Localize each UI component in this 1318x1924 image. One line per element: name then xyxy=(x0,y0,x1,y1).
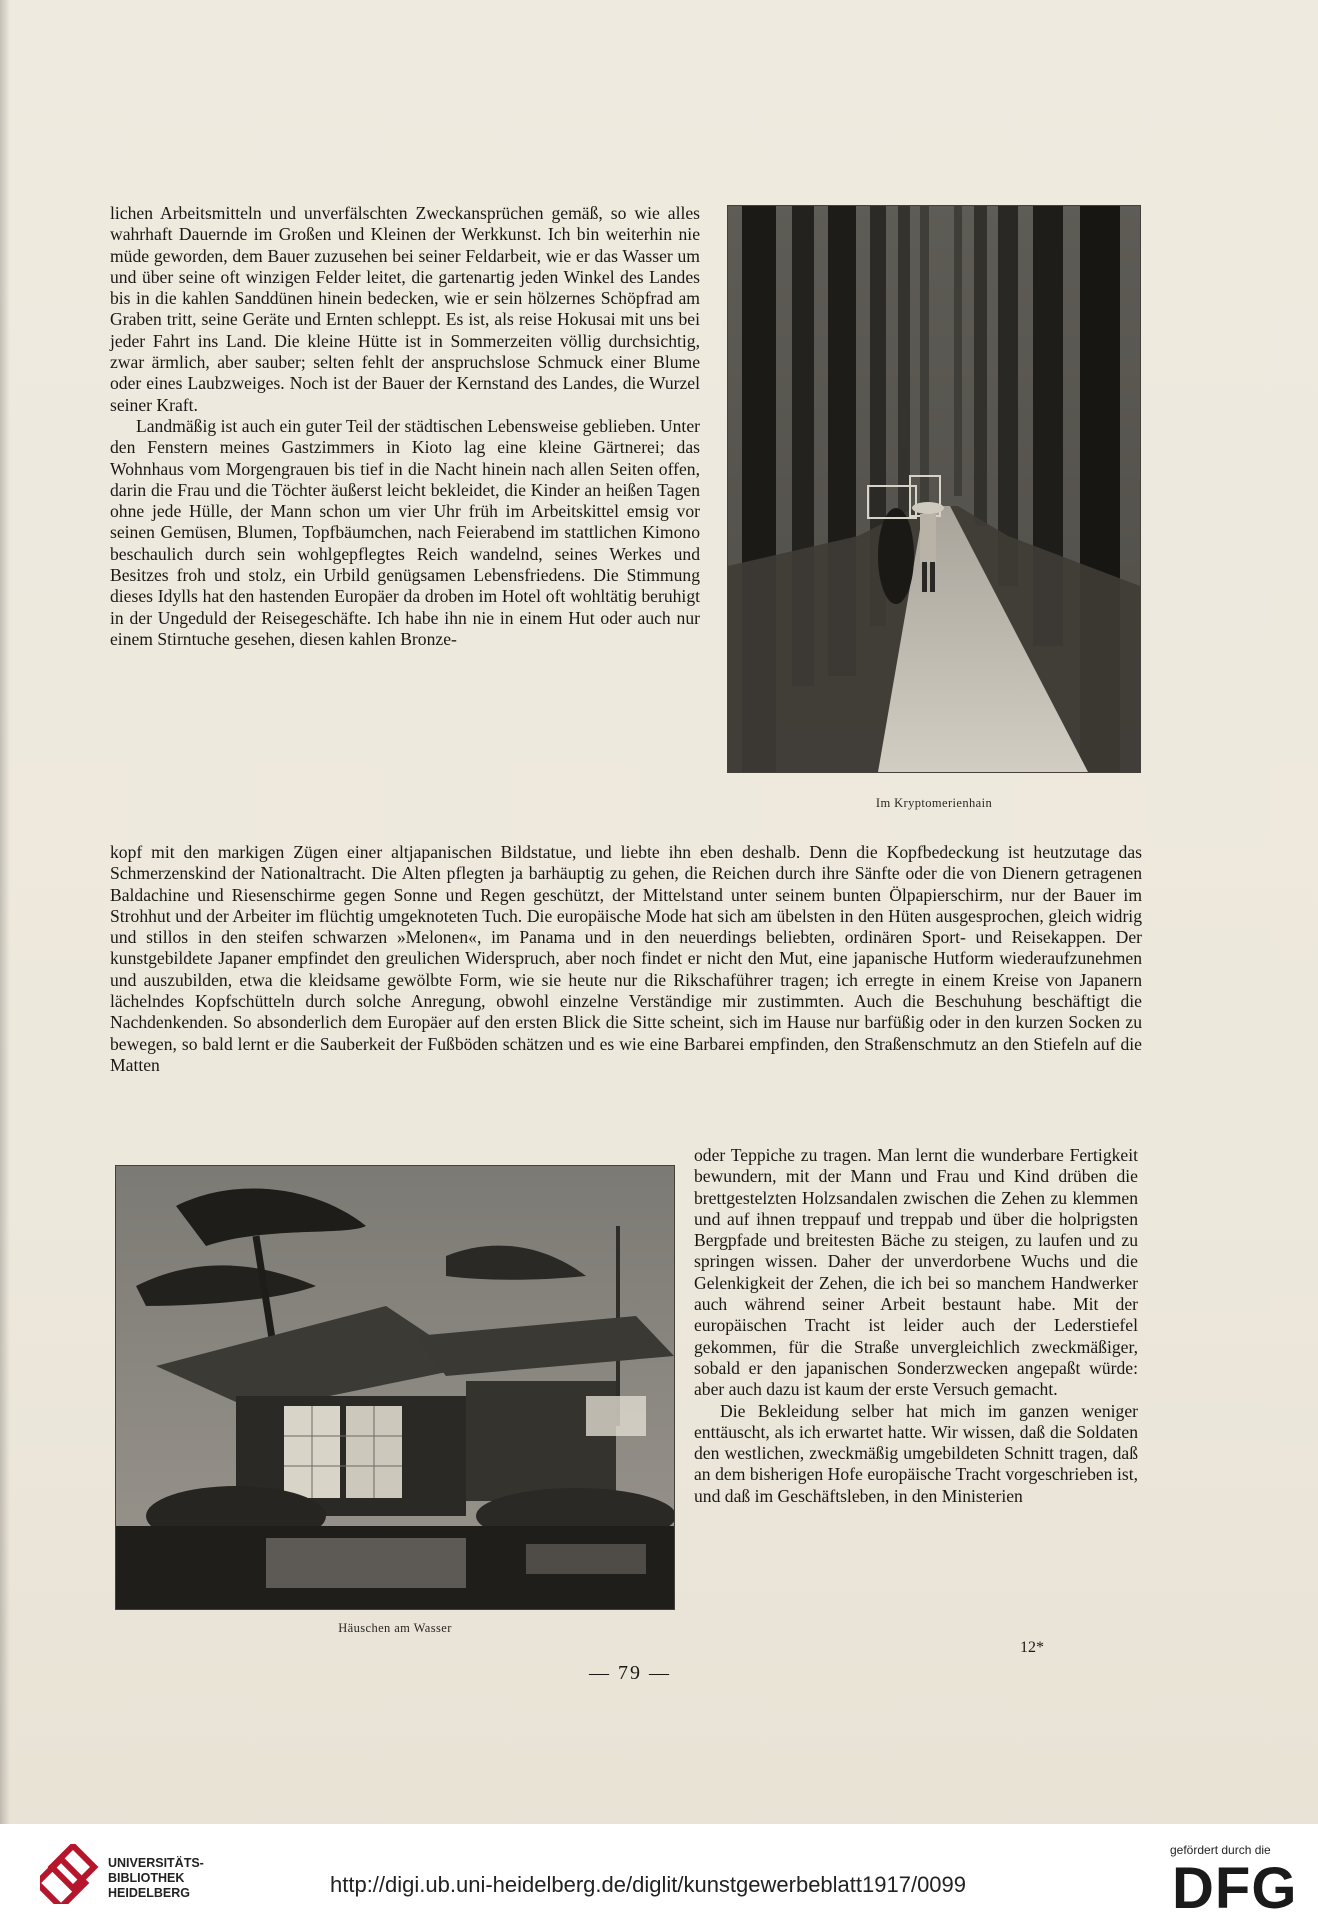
paragraph: Landmäßig ist auch ein guter Teil der städtischen Lebensweise geblieben. Unter den Fenstern meines Gastzimmers in Kioto lag eine kleine Gärtnerei; das Wohnhaus vom Morgengrauen bis tief in die Nacht hinein nach allen Seiten offen, darin die Frau und die Töchter äußerst leicht bekleidet, die Kinder an heißen Tagen ohne jede Hülle, der Mann schon um vier Uhr früh im Arbeitskittel emsig vor seinen Gemüsen, Blumen, Topfbäumchen, nach Feierabend im stattlichen Kimono beschaulich durch sein wohlgepflegtes Reich wandelnd, seines Werkes und Besitzes froh und stolz, ein Urbild genügsamen Lebensfriedens. Die Stimmung dieses Idylls hat den hastenden Europäer da droben im Hotel oft wohltätig beruhigt in der Ungeduld der Reisegeschäfte. Ich habe ihn nie in einem Hut oder auch nur einem Stirntuche gesehen, diesen kahlen Bronze- xyxy=(110,415,700,649)
house-by-water-photo xyxy=(116,1166,674,1609)
forest-photo-caption: Im Kryptomerienhain xyxy=(875,796,993,810)
article-column-bottom xyxy=(694,1145,1138,1507)
library-name-line: HEIDELBERG xyxy=(108,1886,190,1900)
signature-mark: 12* xyxy=(1020,1639,1044,1656)
university-library-logo-icon xyxy=(40,1844,100,1904)
library-name-line: BIBLIOTHEK xyxy=(108,1871,185,1885)
article-column-top xyxy=(110,203,700,650)
house-photo-caption: Häuschen am Wasser xyxy=(338,1621,452,1635)
article-column-wide xyxy=(110,842,1142,1076)
paragraph: kopf mit den markigen Zügen einer altjapanischen Bildstatue, und liebte ihn eben deshalb. Denn die Kopfbedeckung ist heutzutage das Schmerzenskind der Nationaltracht. Die Alten pflegten ja barhäuptig zu gehen, die Reichen durch ihre Sänfte oder die von Dienern getragenen Baldachine und Riesenschirme gegen Sonne und Regen geschützt, der Mittelstand unter seinem bunten Ölpapierschirm, nur der Bauer im Strohhut und der Arbeiter im flüchtig umgeknoteten Tuch. Die europäische Mode hat sich am übelsten in den Hüten ausgesprochen, gleich widrig und stillos in den steifen schwarzen »Melonen«, im Panama und in den neuerdings beliebten, ordinären Sport- und Reisekappen. Der kunstgebildete Japaner empfindet den greulichen Widerspruch, aber noch findet er nicht den Mut, eine japanische Hutform wiederaufzunehmen und auszubilden, etwa die kleidsame gewölbte Form, wie sie heute nur die Rikschaführer tragen; ich erregte in einem Kreise von Japanern lächelndes Kopfschütteln durch solche Anregung, obwohl einzelne Verständige mir zustimmten. Auch die Beschuhung beschäftigt die Nachdenkenden. So absonderlich dem Europäer auf den ersten Blick die Sitte scheint, sich im Hause nur barfüßig oder in den kurzen Socken zu bewegen, so bald lernt er die Sauberkeit der Fußböden schätzen und es wie eine Barbarei empfinden, den Straßenschmutz an den Stiefeln auf die Matten xyxy=(110,842,1142,1075)
footer-bar xyxy=(0,1824,1318,1924)
library-name-line: UNIVERSITÄTS- xyxy=(108,1856,204,1870)
sponsor-text: gefördert durch die xyxy=(1170,1843,1271,1857)
forest-road-photo xyxy=(728,206,1140,772)
paragraph: lichen Arbeitsmitteln und unverfälschten Zweckansprüchen gemäß, so wie alles wahrhaft Dauernde im Großen und Kleinen der Werkkunst. Ich bin weiterhin nie müde geworden, dem Bauer zuzusehen bei seiner Feldarbeit, wie er das Wasser um und über seine oft winzigen Felder leitet, die gartenartig jeden Winkel des Landes bis in die kahlen Sanddünen hinein bedecken, wie er sein hölzernes Schöpfrad am Graben tritt, seine Geräte und Ernten schleppt. Es ist, als reise Hokusai mit uns bei jeder Fahrt ins Land. Die kleine Hütte ist in Sommerzeiten völlig durchsichtig, zwar ärmlich, aber sauber; selten fehlt der anspruchslose Schmuck einer Blume oder eines Laubzweiges. Noch ist der Bauer der Kernstand des Landes, die Wurzel seiner Kraft. xyxy=(110,203,700,415)
dfg-logo: DFG xyxy=(1172,1856,1298,1921)
paragraph: oder Teppiche zu tragen. Man lernt die wunderbare Fertigkeit bewundern, mit der Mann und Frau und Kind drüben die brettgestelzten Holzsandalen zwischen die Zehen zu klemmen und auf ihnen treppauf und treppab und über die holprigsten Bergpfade und breitesten Bäche zu steigen, zu laufen und zu springen wissen. Daher der unverdorbene Wuchs und die Gelenkigkeit der Zehen, die ich bei so manchem Handwerker auch während seiner Arbeit bestaunt habe. Mit der europäischen Tracht ist leider auch der Lederstiefel gekommen, für die Straße unvergleichlich zweckmäßiger, sobald er den japanischen Sonderzwecken angepaßt würde: aber auch dazu ist kaum der erste Versuch gemacht. xyxy=(694,1145,1138,1400)
paragraph: Die Bekleidung selber hat mich im ganzen weniger enttäuscht, als ich erwartet hatte. Wir wissen, daß die Soldaten den westlichen, zweckmäßig umgebildeten Schnitt tragen, daß an dem bisherigen Hofe europäische Tracht vorgeschrieben ist, und daß im Geschäftsleben, in den Ministerien xyxy=(694,1400,1138,1506)
source-url-link[interactable]: http://digi.ub.uni-heidelberg.de/diglit/kunstgewerbeblatt1917/0099 xyxy=(330,1872,967,1897)
library-name xyxy=(108,1856,204,1901)
page-number: — 79 — xyxy=(589,1662,671,1684)
